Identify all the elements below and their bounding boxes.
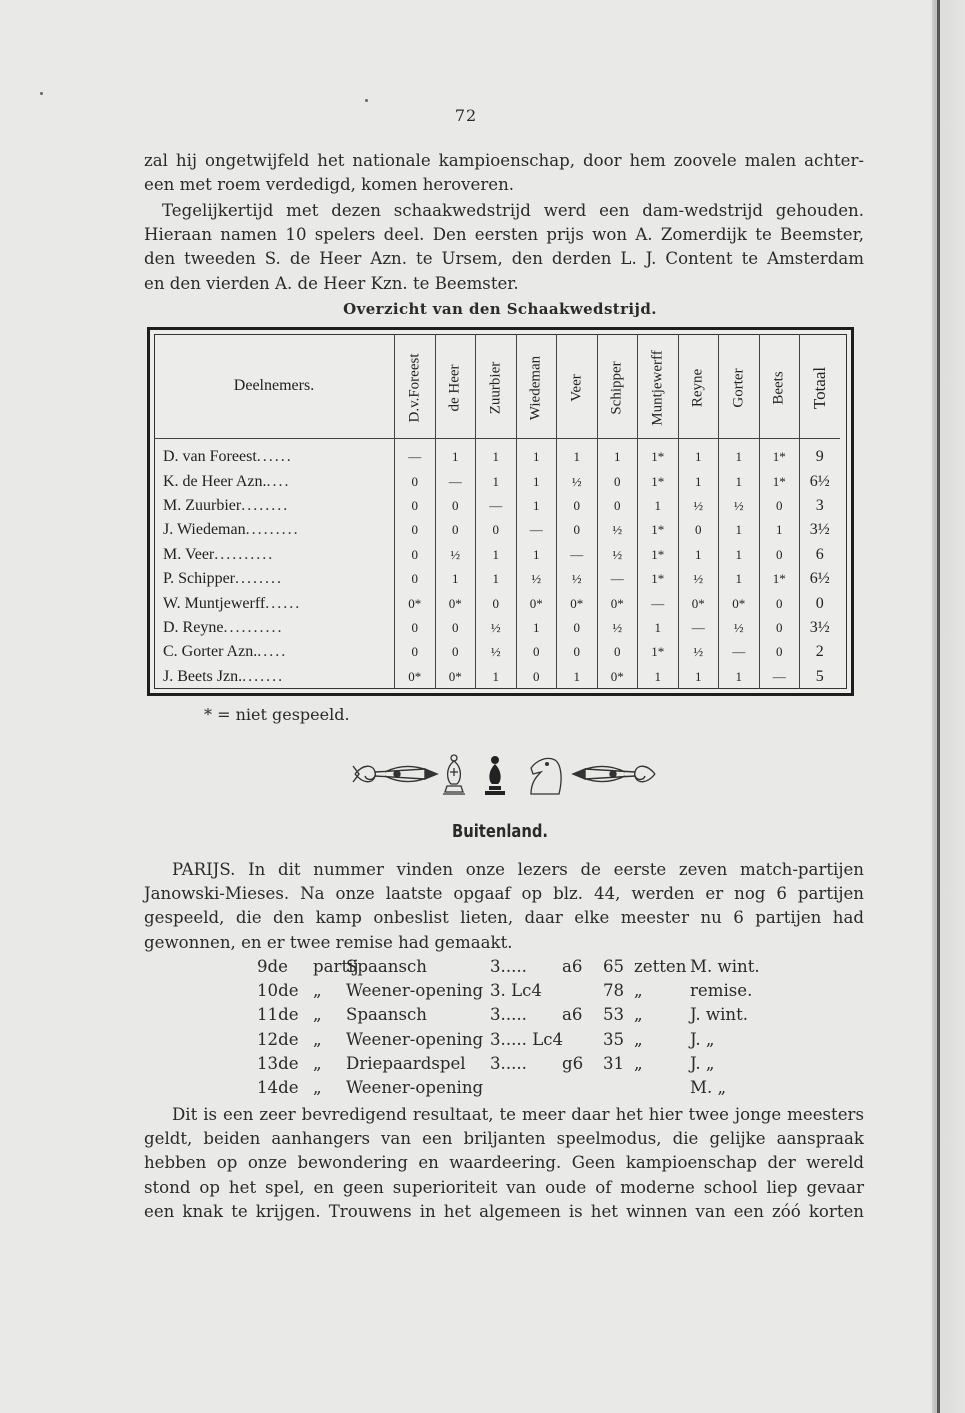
score-table-frame [147, 327, 854, 696]
text-line: den tweeden S. de Heer Azn. te Ursem, den derden L. J. Content te Amsterdam [144, 249, 864, 269]
text-line: hebben op onze bewondering en waardeering. Geen kampioenschap der wereld [144, 1153, 864, 1173]
score-cell: 1 [476, 567, 517, 591]
table-row [154, 494, 840, 518]
score-cell: 1 [435, 567, 476, 591]
total-cell: 6 [800, 543, 840, 567]
score-cell: 0 [557, 616, 598, 640]
participant-name-cell [154, 518, 395, 542]
game-opening: Weener-opening [346, 1078, 484, 1097]
score-cell: 0 [597, 469, 638, 493]
score-cell: 1 [678, 469, 719, 493]
score-cell: 0 [759, 494, 800, 518]
score-cell: 1* [759, 567, 800, 591]
score-cell: ½ [435, 543, 476, 567]
score-cell: 0 [759, 640, 800, 664]
text-line: PARIJS. In dit nummer vinden onze lezers de eerste zeven match-partijen [172, 860, 864, 879]
participant-name-cell [154, 665, 395, 689]
score-cell: 1 [719, 567, 760, 591]
total-cell: 5 [800, 665, 840, 689]
total-cell: 3½ [800, 518, 840, 542]
score-cell: 1 [557, 439, 598, 470]
score-cell: 0* [597, 591, 638, 615]
participant-name: C. Gorter Azn. [163, 643, 258, 661]
game-result: remise. [690, 981, 753, 1001]
column-header-label: Totaal [809, 366, 829, 410]
text-line: een knak te krijgen. Trouwens in het algemeen is het winnen van een zóó korten [144, 1201, 864, 1221]
score-cell: 0* [678, 591, 719, 615]
score-cell: 0 [395, 494, 436, 518]
score-cell: ½ [557, 469, 598, 493]
table-row [154, 640, 840, 664]
game-move: 3. Lc4 [490, 981, 542, 1001]
text-line: stond op het spel, en geen superioriteit van oude of moderne school liep gevaar [144, 1177, 864, 1197]
score-cell: 1 [719, 543, 760, 567]
participant-name: J. Beets Jzn. [163, 667, 243, 685]
paper-speck [365, 99, 368, 102]
score-cell: 1 [759, 518, 800, 542]
column-header-label: Schipper [608, 361, 625, 415]
text-line: zal hij ongetwijfeld het nationale kampioenschap, door hem zoovele malen achter- [144, 151, 864, 170]
leader-dots: ...... [265, 594, 302, 612]
participant-name-cell [154, 591, 395, 615]
leader-dots: ......... [245, 521, 300, 539]
score-cell: 0* [435, 665, 476, 689]
score-cell: 0 [476, 518, 517, 542]
participant-name: J. Wiedeman [163, 521, 246, 539]
score-cell: 1 [476, 543, 517, 567]
score-cell: 0 [597, 494, 638, 518]
score-cell: — [516, 518, 557, 542]
game-result: J. „ [690, 1053, 715, 1073]
score-cell: 0 [759, 591, 800, 615]
game-move: 3..... [490, 957, 527, 976]
paper-speck [40, 92, 43, 95]
column-header [678, 334, 719, 439]
total-cell: 6½ [800, 567, 840, 591]
game-result: M. „ [690, 1078, 727, 1097]
game-word: „ [313, 1005, 322, 1025]
score-cell: — [435, 469, 476, 493]
score-cell: 1 [678, 543, 719, 567]
column-header-label: Muntjewerff [649, 350, 666, 426]
participant-name-cell [154, 567, 395, 591]
game-n: 53 [603, 1005, 625, 1025]
text-line: Tegelijkertijd met dezen schaakwedstrijd werd een dam-wedstrijd gehouden. [162, 201, 864, 220]
game-result: M. wint. [690, 957, 760, 976]
game-opening: Weener-opening [346, 981, 484, 1001]
game-label: „ [634, 1053, 643, 1073]
score-cell: 0 [678, 518, 719, 542]
game-sq: a6 [562, 1005, 583, 1025]
game-nr: 11de [257, 1005, 299, 1025]
score-cell: 0 [435, 640, 476, 664]
leader-dots: ........ [241, 496, 290, 514]
game-label: „ [634, 1005, 643, 1025]
score-cell: 0 [476, 591, 517, 615]
score-cell: 0 [759, 616, 800, 640]
column-header [759, 334, 800, 439]
score-cell: ½ [719, 616, 760, 640]
score-cell: 0 [557, 518, 598, 542]
score-cell: ½ [597, 518, 638, 542]
game-move: 3..... [490, 1005, 527, 1025]
participant-name: W. Muntjewerff [163, 594, 266, 612]
paragraph-4 [144, 1103, 864, 1224]
score-cell: 0 [557, 494, 598, 518]
participant-name-cell [154, 439, 395, 470]
column-header [395, 334, 436, 439]
table-row [154, 665, 840, 689]
game-sq: a6 [562, 957, 583, 976]
score-cell: 1 [476, 665, 517, 689]
score-cell: 0 [395, 543, 436, 567]
score-cell: 1* [759, 439, 800, 470]
participant-name: M. Veer [163, 545, 215, 563]
game-nr: 14de [257, 1078, 299, 1097]
page-edge [932, 0, 965, 1413]
section-title: Buitenland. [451, 821, 549, 842]
score-cell: 0* [597, 665, 638, 689]
score-cell: 1* [638, 469, 679, 493]
score-cell: 1 [435, 439, 476, 470]
score-cell: 0* [395, 665, 436, 689]
footnote: * = niet gespeeld. [204, 705, 350, 724]
participant-name-cell [154, 543, 395, 567]
score-cell: ½ [557, 567, 598, 591]
game-n: 65 [603, 957, 625, 976]
column-header-label: de Heer [446, 364, 463, 412]
score-table [154, 334, 840, 689]
score-cell: ½ [597, 616, 638, 640]
leader-dots: ....... [242, 667, 285, 685]
game-opening: Driepaardspel [346, 1053, 466, 1073]
table-row [154, 439, 840, 470]
score-cell: 1 [719, 518, 760, 542]
column-header [516, 334, 557, 439]
score-cell: 1* [638, 439, 679, 470]
score-cell: ½ [678, 494, 719, 518]
text-line: Dit is een zeer bevredigend resultaat, te meer daar het hier twee jonge meesters [172, 1105, 864, 1124]
table-row [154, 543, 840, 567]
score-cell: 0 [435, 518, 476, 542]
score-cell: 0 [516, 640, 557, 664]
leader-dots: ........ [235, 570, 283, 588]
column-header [557, 334, 598, 439]
score-cell: 0 [395, 567, 436, 591]
score-cell: 1 [476, 469, 517, 493]
score-cell: 0 [395, 640, 436, 664]
column-header-participants: Deelnemers. [154, 334, 395, 439]
page-number: 72 [454, 106, 478, 125]
column-header-label: Veer [568, 374, 585, 402]
leader-dots: .... [266, 472, 291, 490]
score-cell: 1 [719, 469, 760, 493]
score-cell: ½ [597, 543, 638, 567]
text-line: Janowski-Mieses. Na onze laatste opgaaf op blz. 44, werden er nog 6 partijen [144, 884, 864, 904]
participant-name: K. de Heer Azn. [163, 472, 267, 490]
score-cell: 0* [395, 591, 436, 615]
total-cell: 3½ [800, 616, 840, 640]
score-cell: 0 [395, 469, 436, 493]
participant-name: D. van Foreest [163, 448, 257, 466]
score-cell: — [557, 543, 598, 567]
participant-name-cell [154, 616, 395, 640]
table-row [154, 616, 840, 640]
score-cell: 1 [516, 494, 557, 518]
game-opening: Weener-opening [346, 1029, 484, 1049]
column-header-label: Beets [770, 371, 787, 405]
column-header [638, 334, 679, 439]
score-cell: ½ [719, 494, 760, 518]
text-line: Hieraan namen 10 spelers deel. Den eersten prijs won A. Zomerdijk te Beemster, [144, 225, 864, 245]
score-cell: — [719, 640, 760, 664]
leader-dots: .......... [223, 618, 284, 636]
score-cell: 0* [557, 591, 598, 615]
text-line: een met roem verdedigd, komen heroveren. [144, 175, 515, 195]
game-word: „ [313, 981, 322, 1001]
score-cell: 0* [435, 591, 476, 615]
score-cell: 0* [719, 591, 760, 615]
score-cell: 1 [516, 616, 557, 640]
score-cell: 1* [638, 640, 679, 664]
game-result: J. „ [690, 1029, 715, 1049]
game-sq: g6 [562, 1053, 584, 1073]
bishop-white-icon [443, 755, 465, 794]
score-cell: 1 [638, 494, 679, 518]
participant-name-cell [154, 469, 395, 493]
column-header [476, 334, 517, 439]
game-label: zetten [634, 957, 687, 976]
score-cell: 0 [435, 494, 476, 518]
left-flourish-icon [353, 766, 437, 782]
total-cell: 6½ [800, 469, 840, 493]
score-cell: 0 [435, 616, 476, 640]
score-cell: 1 [476, 439, 517, 470]
score-cell: 1 [719, 665, 760, 689]
game-nr: 13de [257, 1053, 299, 1073]
right-flourish-icon [573, 766, 655, 782]
score-cell: 0 [395, 518, 436, 542]
score-cell: 1 [638, 665, 679, 689]
game-move: 3..... Lc4 [490, 1029, 564, 1049]
score-cell: ½ [678, 567, 719, 591]
participant-name: D. Reyne [163, 618, 224, 636]
participant-name: M. Zuurbier [163, 496, 242, 514]
table-row [154, 518, 840, 542]
paragraph-1 [144, 149, 864, 197]
score-cell: 0 [759, 543, 800, 567]
leader-dots: ...... [256, 448, 293, 466]
game-nr: 10de [257, 981, 299, 1001]
participant-name-cell [154, 494, 395, 518]
participant-name-cell [154, 640, 395, 664]
column-header-label: Gorter [730, 368, 747, 408]
game-nr: 12de [257, 1029, 299, 1049]
text-line: gewonnen, en er twee remise had gemaakt. [144, 932, 513, 952]
score-cell: 1 [719, 439, 760, 470]
text-line: geldt, beiden aanhangers van een briljanten speelmodus, die gelijke aanspraak [144, 1129, 864, 1149]
score-cell: ½ [516, 567, 557, 591]
score-cell: 0 [597, 640, 638, 664]
bishop-black-icon [485, 756, 505, 795]
score-cell: — [678, 616, 719, 640]
score-cell: 1 [638, 616, 679, 640]
paragraph-3 [144, 858, 864, 955]
score-cell: 1* [638, 567, 679, 591]
score-cell: 1* [638, 543, 679, 567]
game-n: 31 [603, 1053, 625, 1073]
score-cell: 1 [516, 543, 557, 567]
score-cell: 1 [678, 665, 719, 689]
column-header [597, 334, 638, 439]
table-row [154, 567, 840, 591]
score-cell: 1 [516, 439, 557, 470]
game-opening: Spaansch [346, 957, 427, 976]
score-cell: ½ [476, 640, 517, 664]
game-nr: 9de [257, 957, 288, 976]
game-word: „ [313, 1078, 322, 1097]
score-cell: 1 [597, 439, 638, 470]
game-label: „ [634, 1029, 643, 1049]
total-cell: 9 [800, 439, 840, 470]
score-cell: 0 [395, 616, 436, 640]
column-header-label: D.v.Foreest [406, 353, 423, 423]
table-row [154, 469, 840, 493]
column-header-label: Wiedeman [527, 355, 544, 421]
game-label: „ [634, 981, 643, 1001]
score-cell: 1 [516, 469, 557, 493]
leader-dots: .......... [214, 545, 275, 563]
column-header [800, 334, 840, 439]
score-cell: 1* [638, 518, 679, 542]
participant-name: P. Schipper [163, 570, 235, 588]
score-cell: 0 [557, 640, 598, 664]
column-header-label: Reyne [689, 368, 706, 408]
score-cell: 1* [759, 469, 800, 493]
game-move: 3..... [490, 1053, 527, 1073]
score-cell: — [597, 567, 638, 591]
knight-white-icon [531, 758, 561, 794]
score-cell: 0 [516, 665, 557, 689]
total-cell: 2 [800, 640, 840, 664]
score-cell: — [476, 494, 517, 518]
score-cell: ½ [678, 640, 719, 664]
score-cell: — [395, 439, 436, 470]
total-cell: 3 [800, 494, 840, 518]
game-n: 35 [603, 1029, 625, 1049]
score-cell: — [638, 591, 679, 615]
game-opening: Spaansch [346, 1005, 427, 1025]
column-header-label: Zuurbier [487, 361, 504, 415]
game-word: „ [313, 1053, 322, 1073]
table-row [154, 591, 840, 615]
table-title: Overzicht van den Schaakwedstrijd. [343, 300, 657, 318]
paragraph-2 [144, 199, 864, 296]
leader-dots: ..... [257, 643, 288, 661]
score-cell: — [759, 665, 800, 689]
score-cell: 1 [678, 439, 719, 470]
game-n: 78 [603, 981, 625, 1001]
game-word: „ [313, 1029, 322, 1049]
column-header [719, 334, 760, 439]
total-cell: 0 [800, 591, 840, 615]
score-cell: 1 [557, 665, 598, 689]
game-result: J. wint. [690, 1005, 749, 1025]
text-line: gespeeld, die den kamp onbeslist lieten, daar elke meester nu 6 partijen had [144, 908, 864, 928]
column-header [435, 334, 476, 439]
score-cell: ½ [476, 616, 517, 640]
score-cell: 0* [516, 591, 557, 615]
game-word: partij [313, 957, 359, 976]
chess-ornament [345, 750, 665, 798]
text-line: en den vierden A. de Heer Kzn. te Beemster. [144, 273, 519, 293]
